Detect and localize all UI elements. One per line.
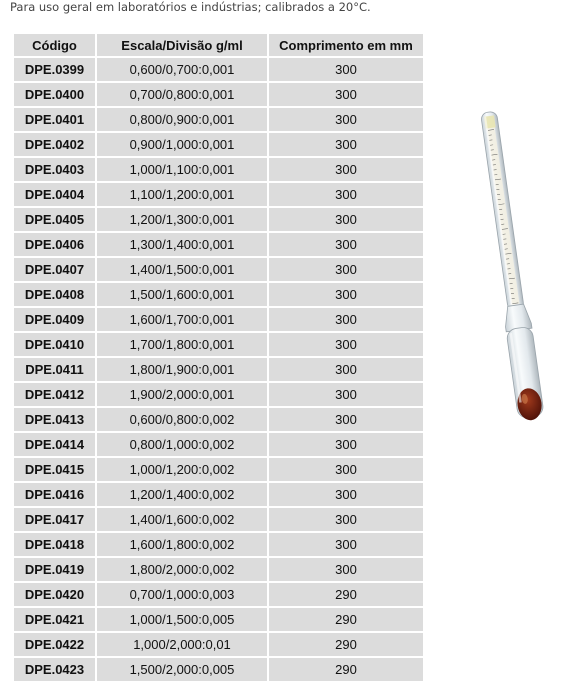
cell-code: DPE.0404: [14, 183, 95, 206]
table-row: [14, 508, 423, 531]
cell-scale: 1,500/1,600:0,001: [97, 283, 267, 306]
cell-scale: 0,800/0,900:0,001: [97, 108, 267, 131]
cell-length: 300: [269, 483, 423, 506]
cell-scale: 1,400/1,500:0,001: [97, 258, 267, 281]
cell-length: 300: [269, 233, 423, 256]
cell-scale: 1,700/1,800:0,001: [97, 333, 267, 356]
cell-length: 290: [269, 583, 423, 606]
cell-scale: 1,200/1,300:0,001: [97, 208, 267, 231]
table-header-row: [14, 34, 423, 56]
cell-scale: 0,700/1,000:0,003: [97, 583, 267, 606]
cell-code: DPE.0420: [14, 583, 95, 606]
table-row: [14, 658, 423, 681]
table-row: [14, 83, 423, 106]
cell-code: DPE.0414: [14, 433, 95, 456]
cell-length: 300: [269, 333, 423, 356]
cell-scale: 1,400/1,600:0,002: [97, 508, 267, 531]
cell-length: 290: [269, 658, 423, 681]
table-row: [14, 258, 423, 281]
product-table: [12, 32, 425, 683]
cell-length: 300: [269, 458, 423, 481]
cell-length: 300: [269, 83, 423, 106]
column-header-length: Comprimento em mm: [269, 34, 423, 56]
table-row: [14, 483, 423, 506]
cell-code: DPE.0405: [14, 208, 95, 231]
cell-length: 300: [269, 108, 423, 131]
cell-code: DPE.0416: [14, 483, 95, 506]
cell-scale: 1,000/2,000:0,01: [97, 633, 267, 656]
table-body: [14, 58, 423, 681]
cell-code: DPE.0417: [14, 508, 95, 531]
column-header-code: Código: [14, 34, 95, 56]
cell-code: DPE.0413: [14, 408, 95, 431]
table-row: [14, 633, 423, 656]
table-row: [14, 133, 423, 156]
cell-length: 300: [269, 58, 423, 81]
table-row: [14, 308, 423, 331]
cell-length: 300: [269, 533, 423, 556]
cell-scale: 1,900/2,000:0,001: [97, 383, 267, 406]
cell-scale: 1,500/2,000:0,005: [97, 658, 267, 681]
table-row: [14, 183, 423, 206]
cell-scale: 1,800/1,900:0,001: [97, 358, 267, 381]
cell-code: DPE.0408: [14, 283, 95, 306]
cell-scale: 1,300/1,400:0,001: [97, 233, 267, 256]
table-row: [14, 558, 423, 581]
table-row: [14, 433, 423, 456]
table-row: [14, 408, 423, 431]
cell-scale: 0,700/0,800:0,001: [97, 83, 267, 106]
cell-length: 300: [269, 558, 423, 581]
cell-scale: 1,600/1,800:0,002: [97, 533, 267, 556]
intro-text: Para uso geral em laboratórios e indústrias; calibrados a 20°C.: [10, 0, 371, 14]
cell-length: 300: [269, 208, 423, 231]
cell-length: 300: [269, 308, 423, 331]
table-row: [14, 233, 423, 256]
cell-code: DPE.0410: [14, 333, 95, 356]
cell-code: DPE.0421: [14, 608, 95, 631]
cell-code: DPE.0422: [14, 633, 95, 656]
cell-length: 290: [269, 633, 423, 656]
table-row: [14, 283, 423, 306]
cell-scale: 0,900/1,000:0,001: [97, 133, 267, 156]
cell-code: DPE.0400: [14, 83, 95, 106]
column-header-scale: Escala/Divisão g/ml: [97, 34, 267, 56]
cell-length: 300: [269, 133, 423, 156]
cell-scale: 0,600/0,800:0,002: [97, 408, 267, 431]
cell-scale: 1,100/1,200:0,001: [97, 183, 267, 206]
table-row: [14, 358, 423, 381]
cell-code: DPE.0423: [14, 658, 95, 681]
cell-code: DPE.0399: [14, 58, 95, 81]
cell-scale: 1,800/2,000:0,002: [97, 558, 267, 581]
cell-scale: 0,600/0,700:0,001: [97, 58, 267, 81]
cell-length: 300: [269, 508, 423, 531]
table-row: [14, 383, 423, 406]
cell-length: 300: [269, 183, 423, 206]
cell-code: DPE.0406: [14, 233, 95, 256]
cell-code: DPE.0407: [14, 258, 95, 281]
cell-length: 290: [269, 608, 423, 631]
cell-code: DPE.0409: [14, 308, 95, 331]
cell-code: DPE.0412: [14, 383, 95, 406]
table-row: [14, 533, 423, 556]
cell-code: DPE.0418: [14, 533, 95, 556]
hydrometer-icon: [460, 100, 565, 445]
table-row: [14, 58, 423, 81]
cell-code: DPE.0415: [14, 458, 95, 481]
cell-code: DPE.0411: [14, 358, 95, 381]
cell-scale: 1,000/1,500:0,005: [97, 608, 267, 631]
table-row: [14, 458, 423, 481]
cell-code: DPE.0401: [14, 108, 95, 131]
table-row: [14, 608, 423, 631]
table-row: [14, 108, 423, 131]
cell-length: 300: [269, 408, 423, 431]
cell-code: DPE.0419: [14, 558, 95, 581]
cell-length: 300: [269, 358, 423, 381]
hydrometer-image: [460, 100, 565, 445]
cell-code: DPE.0403: [14, 158, 95, 181]
cell-scale: 1,200/1,400:0,002: [97, 483, 267, 506]
cell-code: DPE.0402: [14, 133, 95, 156]
cell-scale: 0,800/1,000:0,002: [97, 433, 267, 456]
cell-length: 300: [269, 283, 423, 306]
table-row: [14, 333, 423, 356]
table-row: [14, 583, 423, 606]
cell-scale: 1,600/1,700:0,001: [97, 308, 267, 331]
cell-length: 300: [269, 433, 423, 456]
table-row: [14, 158, 423, 181]
cell-scale: 1,000/1,100:0,001: [97, 158, 267, 181]
table-row: [14, 208, 423, 231]
cell-length: 300: [269, 158, 423, 181]
cell-scale: 1,000/1,200:0,002: [97, 458, 267, 481]
cell-length: 300: [269, 258, 423, 281]
cell-length: 300: [269, 383, 423, 406]
